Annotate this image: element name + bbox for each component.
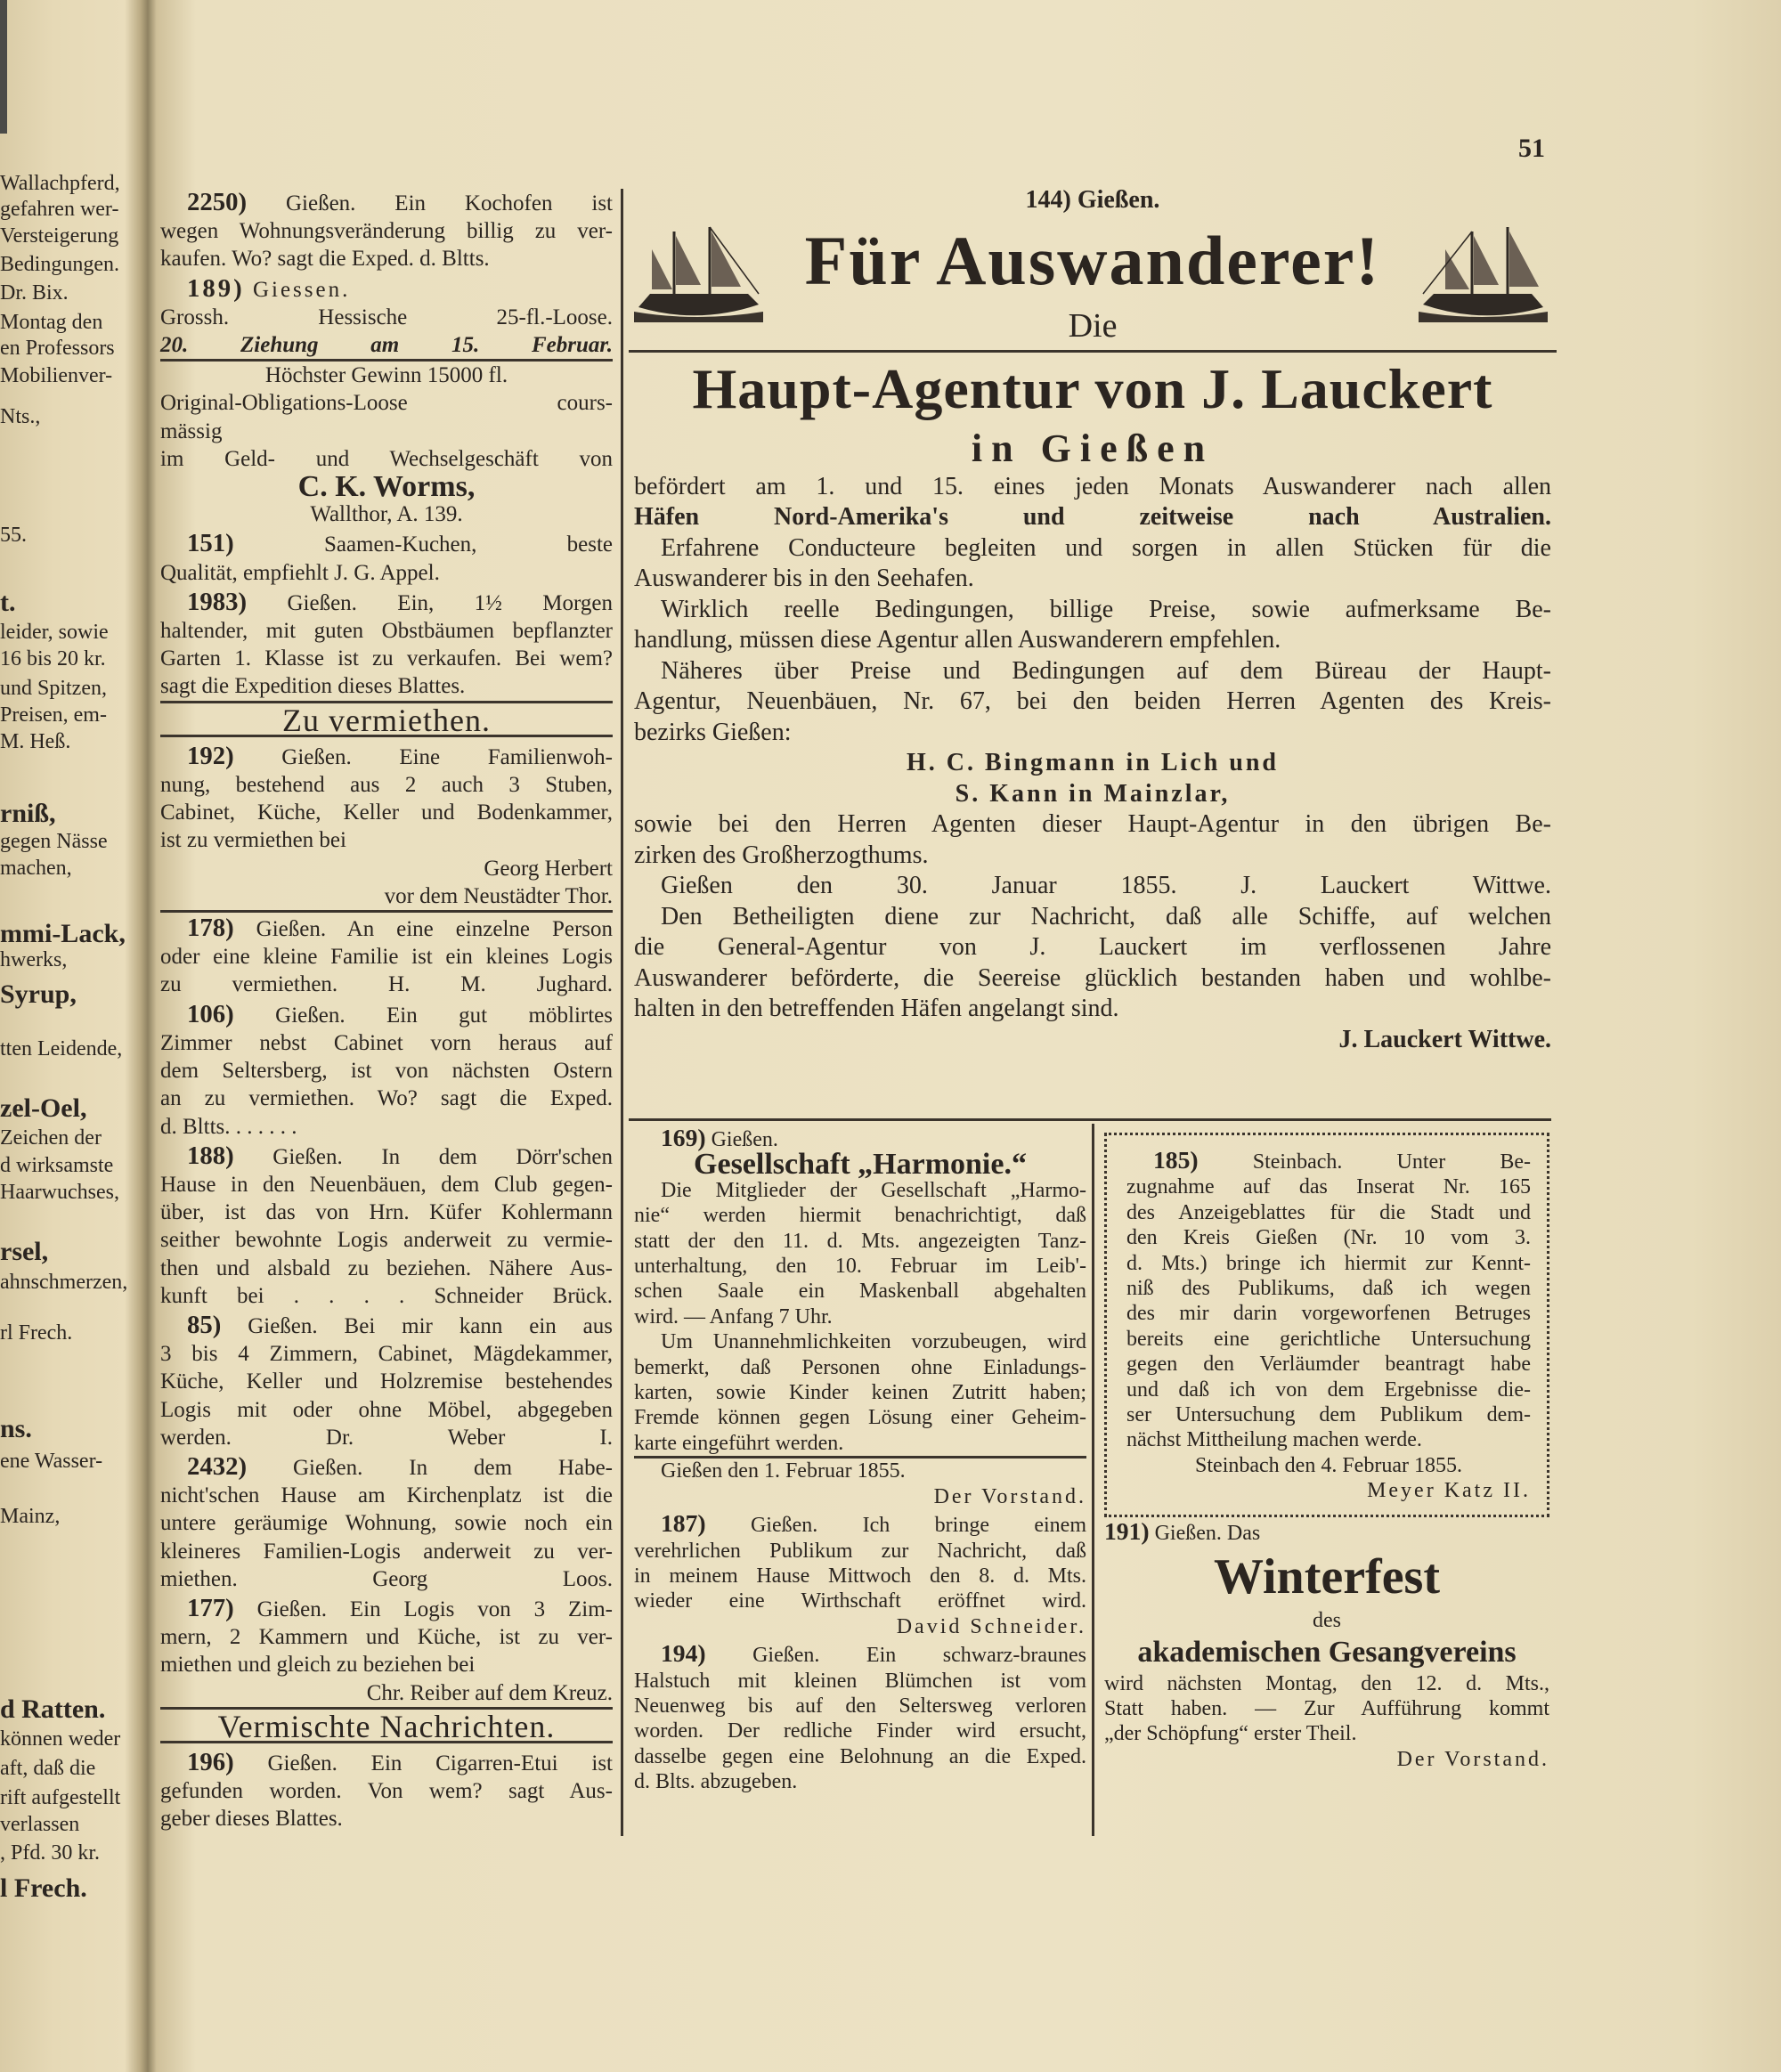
text-line: Chr. Reiber auf dem Kreuz. — [160, 1679, 613, 1710]
ad-number: 196) — [187, 1747, 234, 1776]
text-line: seither bewohnte Logis anderweit zu vermie- — [160, 1228, 613, 1253]
facing-page-line: , Pfd. 30 kr. — [0, 1841, 101, 1865]
facing-page-line: Nts., — [0, 405, 41, 428]
text-line: Logis mit oder ohne Möbel, abgegeben — [160, 1397, 613, 1422]
ad-number: 191) — [1104, 1516, 1150, 1545]
section-rule — [629, 1118, 1551, 1121]
text-line: J. Lauckert Wittwe. — [1338, 1025, 1551, 1053]
text-line: 106) Gießen. Ein gut möblirtes — [187, 999, 613, 1028]
ad-number: 188) — [187, 1141, 234, 1170]
text-line: Höchster Gewinn 15000 fl. — [264, 363, 508, 388]
advert-194 — [634, 1641, 1086, 1794]
text-line: kleineres Familien-Logis anderweit zu ver- — [160, 1539, 613, 1564]
text-line: Wallthor, A. 139. — [310, 502, 463, 527]
facing-page-line: mmi-Lack, — [0, 919, 126, 948]
text-line: karten, sowie Kinder keinen Zutritt haben; — [634, 1381, 1086, 1405]
advert-die: Die — [1068, 306, 1118, 345]
text-line: Auswanderer bis in den Seehafen. — [634, 565, 974, 592]
text-line: zugnahme auf das Inserat Nr. 165 — [1126, 1175, 1531, 1199]
agency-name: Haupt-Agentur von J. Lauckert — [692, 356, 1493, 420]
text-line: Steinbach den 4. Februar 1855. — [1195, 1453, 1462, 1477]
facing-page-line: Preisen, em- — [0, 703, 107, 727]
facing-page-line: Wallachpferd, — [0, 172, 120, 195]
text-line: Statt haben. — Zur Aufführung kommt — [1104, 1696, 1549, 1720]
facing-page-fragment — [0, 0, 134, 2072]
text-line: Gießen den 30. Januar 1855. J. Lauckert Wittwe. — [661, 872, 1551, 899]
facing-page-line: Dr. Bix. — [0, 281, 69, 305]
advert-agency-body — [634, 472, 1551, 1056]
facing-page-line: ene Wasser- — [0, 1450, 103, 1473]
text-line: Neuenweg bis auf den Seltersweg verloren — [634, 1694, 1086, 1718]
text-line: d. Bltts. . . . . . . — [160, 1114, 297, 1139]
text-line: 196) Gießen. Ein Cigarren-Etui ist — [187, 1747, 613, 1776]
text-line: über, ist das von Hrn. Küfer Kohlermann — [160, 1200, 613, 1225]
advert-1983 — [160, 589, 613, 703]
text-line: 1983) Gießen. Ein, 1½ Morgen — [187, 587, 613, 616]
facing-page-line: d wirksamste — [0, 1154, 114, 1177]
heading-vermischte-nachrichten — [160, 1708, 613, 1744]
ad-number: 151) — [187, 529, 234, 558]
text-line: haltender, mit guten Obstbäumen bepflanzter — [160, 619, 613, 644]
facing-page-line: Montag den — [0, 311, 103, 334]
ad-number: 2432) — [187, 1451, 248, 1481]
advert-169 — [634, 1125, 1086, 1509]
text-line: Meyer Katz II. — [1367, 1479, 1531, 1503]
text-line: dem Seltersberg, ist von nächsten Ostern — [160, 1059, 613, 1084]
text-line: Um Unannehmlichkeiten vorzubeugen, wird — [661, 1330, 1086, 1354]
advert-2432 — [160, 1453, 613, 1593]
advert-151 — [160, 530, 613, 586]
left-column — [160, 189, 613, 1835]
text-line: nicht'schen Hause am Kirchenplatz ist die — [160, 1483, 613, 1508]
text-line: 3 bis 4 Zimmern, Cabinet, Mägdekammer, — [160, 1342, 613, 1367]
advert-191 — [1104, 1516, 1549, 1772]
text-line: H. C. Bingmann in Lich und — [906, 749, 1280, 776]
ad-number: 178) — [187, 914, 234, 943]
text-line: Original-Obligations-Loose cours- — [160, 391, 613, 416]
facing-page-line: d Ratten. — [0, 1694, 106, 1724]
text-line: bereits eine gerichtliche Untersuchung — [1126, 1327, 1531, 1351]
text-line: Cabinet, Küche, Keller und Bodenkammer, — [160, 800, 613, 825]
text-line: halten in den betreffenden Häfen angelangt sind. — [634, 995, 1119, 1022]
text-line: zu vermiethen. H. M. Jughard. — [160, 972, 613, 997]
text-line: d. Mts.) bringe ich hiermit zur Kennt- — [1126, 1251, 1531, 1275]
facing-page-line: Versteigerung — [0, 224, 119, 248]
text-line: werden. Dr. Weber I. — [160, 1425, 613, 1450]
facing-page-line: aft, daß die — [0, 1757, 96, 1780]
text-line: Zu vermiethen. — [160, 707, 613, 737]
text-line: sowie bei den Herren Agenten dieser Haupt-Agentur in den übrigen Be- — [634, 810, 1551, 838]
text-line: Wirklich reelle Bedingungen, billige Preise, sowie aufmerksame Be- — [661, 595, 1551, 623]
ad-number: 2250) — [187, 188, 248, 216]
text-line: wird. — Anfang 7 Uhr. — [634, 1304, 833, 1329]
text-line: C. K. Worms, — [297, 470, 476, 504]
text-line: verehrlichen Publikum zur Nachricht, daß — [634, 1539, 1086, 1563]
ad-number: 192) — [187, 741, 234, 770]
text-line: Grossh. Hessische 25-fl.-Loose. — [160, 305, 613, 329]
text-line: then und alsbald zu beziehen. Nähere Aus- — [160, 1255, 613, 1280]
text-line: Die Mitglieder der Gesellschaft „Harmo- — [661, 1178, 1086, 1202]
text-line: mern, 2 Kammern und Küche, ist zu ver- — [160, 1625, 613, 1650]
text-line: Zimmer nebst Cabinet vorn heraus auf — [160, 1030, 613, 1055]
facing-page-line: rniß, — [0, 799, 56, 828]
right-lower-column — [1104, 1133, 1549, 1774]
advert-body — [634, 472, 1551, 1056]
column-divider — [621, 189, 623, 1836]
facing-page-line: ahnschmerzen, — [0, 1271, 128, 1294]
text-line: Vermischte Nachrichten. — [160, 1713, 613, 1743]
text-line: 185) Steinbach. Unter Be- — [1153, 1146, 1531, 1174]
text-line: des — [1313, 1609, 1341, 1633]
text-line: Winterfest — [1214, 1549, 1440, 1605]
ad-number: 177) — [187, 1593, 234, 1622]
text-line: Der Vorstand. — [1396, 1747, 1549, 1771]
text-line: sagt die Expedition dieses Blattes. — [160, 672, 613, 703]
text-line: wird nächsten Montag, den 12. d. Mts., — [1104, 1671, 1549, 1695]
text-line: zirken des Großherzogthums. — [634, 841, 929, 869]
text-line: untere geräumige Wohnung, sowie noch ein — [160, 1511, 613, 1536]
text-line: wieder eine Wirthschaft eröffnet wird. — [634, 1589, 1086, 1613]
text-line: Den Betheiligten diene zur Nachricht, daß alle Schiffe, auf welchen — [661, 902, 1551, 930]
text-line: bezirks Gießen: — [634, 718, 792, 746]
ad-number: 169) — [661, 1124, 706, 1151]
page-number: 51 — [1518, 134, 1545, 163]
facing-page-line: Bedingungen. — [0, 253, 119, 276]
text-line: kaufen. Wo? sagt die Exped. d. Bltts. — [160, 247, 490, 272]
text-line: niß des Publikums, daß ich wegen — [1126, 1277, 1531, 1301]
ad-number: 1983) — [187, 587, 248, 616]
text-line: miethen. Georg Loos. — [160, 1566, 613, 1591]
facing-page-line: rift aufgestellt — [0, 1786, 121, 1809]
facing-page-line: tten Leidende, — [0, 1037, 123, 1060]
text-line: an zu vermiethen. Wo? sagt die Exped. — [160, 1086, 613, 1111]
text-line: handlung, müssen diese Agentur allen Auswanderern empfehlen. — [634, 626, 1281, 654]
text-line: die General-Agentur von J. Lauckert im verflossenen Jahre — [634, 933, 1551, 961]
text-line: Auswanderer beförderte, die Seereise glücklich bestanden haben und wohlbe- — [634, 963, 1551, 992]
agency-city: in Gießen — [971, 426, 1215, 470]
facing-page-line: können weder — [0, 1727, 121, 1751]
text-line: Georg Herbert — [484, 856, 613, 881]
text-line: Halstuch mit kleinen Blümchen ist vom — [634, 1669, 1086, 1693]
text-line: 20. Ziehung am 15. Februar. — [160, 331, 613, 362]
emigration-advert — [634, 185, 1551, 1057]
text-line: 2432) Gießen. In dem Habe- — [187, 1451, 613, 1481]
advert-185 — [1104, 1133, 1549, 1517]
text-line: karte eingeführt werden. — [634, 1431, 1086, 1459]
text-line: dasselbe gegen eine Belohnung an die Exped. — [634, 1744, 1086, 1768]
ad-number: 189) — [187, 273, 245, 303]
text-line: miethen und gleich zu beziehen bei — [160, 1653, 476, 1678]
text-line: unterhaltung, den 10. Februar im Leib'- — [634, 1255, 1086, 1279]
text-line: ser Untersuchung dem Publikum dem- — [1126, 1403, 1531, 1427]
text-line: David Schneider. — [896, 1614, 1086, 1638]
text-line: geber dieses Blattes. — [160, 1807, 343, 1832]
advert-192 — [160, 743, 613, 913]
text-line: nie“ werden hiermit benachrichtigt, daß — [634, 1204, 1086, 1228]
facing-page-line: rl Frech. — [0, 1321, 73, 1345]
text-line: in meinem Hause Mittwoch den 8. d. Mts. — [634, 1564, 1086, 1588]
text-line: „der Schöpfung“ erster Theil. — [1104, 1722, 1357, 1746]
text-line: 177) Gießen. Ein Logis von 3 Zim- — [187, 1593, 613, 1622]
facing-page-line: Haarwuchses, — [0, 1181, 119, 1204]
advert-188 — [160, 1142, 613, 1310]
text-line: 85) Gießen. Bei mir kann ein aus — [187, 1310, 613, 1339]
advert-187 — [634, 1511, 1086, 1639]
ad-number: 85) — [187, 1310, 222, 1339]
text-line: 151) Saamen-Kuchen, beste — [187, 529, 613, 558]
facing-page-line: l Frech. — [0, 1873, 87, 1903]
text-line: 194) Gießen. Ein schwarz-braunes — [661, 1639, 1086, 1668]
facing-page-line: Zeichen der — [0, 1126, 102, 1150]
ad-number-heading: 144) Gießen. — [1025, 186, 1160, 214]
text-line: Der Vorstand. — [933, 1484, 1086, 1508]
text-line: 178) Gießen. An eine einzelne Person — [187, 914, 613, 943]
text-line: 189) Giessen. — [187, 273, 351, 303]
sailing-ship-icon — [634, 223, 763, 325]
advert-106 — [160, 1001, 613, 1141]
text-line: schen Saale ein Maskenball abgehalten — [634, 1280, 1086, 1304]
text-line: 187) Gießen. Ich bringe einem — [661, 1509, 1086, 1538]
text-line: wegen Wohnungsveränderung billig zu ver- — [160, 219, 613, 244]
advert-196 — [160, 1749, 613, 1833]
text-line: vor dem Neustädter Thor. — [160, 882, 613, 913]
facing-page-line: Mainz, — [0, 1505, 61, 1528]
text-line: 192) Gießen. Eine Familienwoh- — [187, 741, 613, 770]
advert-178 — [160, 914, 613, 999]
text-line: den Kreis Gießen (Nr. 10 vom 3. — [1126, 1226, 1531, 1250]
text-line: S. Kann in Mainzlar, — [955, 779, 1231, 808]
text-line: nung, bestehend aus 2 auch 3 Stuben, — [160, 773, 613, 798]
text-line: gefunden worden. Von wem? sagt Aus- — [160, 1779, 613, 1804]
text-line: befördert am 1. und 15. eines jeden Monats Auswanderer nach allen — [634, 472, 1551, 500]
ad-number: 187) — [661, 1509, 706, 1538]
facing-page-line: gefahren wer- — [0, 198, 119, 221]
facing-page-line: 16 bis 20 kr. — [0, 647, 106, 670]
text-line: Gießen den 1. Februar 1855. — [661, 1459, 906, 1483]
text-line: akademischen Gesangvereins — [1137, 1635, 1517, 1669]
text-line: 191) Gießen. Das — [1104, 1516, 1261, 1545]
advert-189 — [160, 275, 613, 529]
ad-number: 194) — [661, 1639, 706, 1668]
ad-number: 106) — [187, 999, 234, 1028]
text-line: 188) Gießen. In dem Dörr'schen — [187, 1141, 613, 1170]
text-line: Agentur, Neuenbäuen, Nr. 67, bei den beiden Herren Agenten des Kreis- — [634, 687, 1551, 715]
text-line: oder eine kleine Familie ist ein kleines Logis — [160, 945, 613, 970]
facing-page-line: und Spitzen, — [0, 677, 107, 700]
facing-page-line: t. — [0, 588, 16, 617]
text-line: nächst Mittheilung machen werde. — [1126, 1428, 1422, 1452]
text-line: 2250) Gießen. Ein Kochofen ist — [187, 188, 613, 216]
text-line: Häfen Nord-Amerika's und zeitweise nach Australien. — [634, 503, 1551, 531]
text-line: und daß ich von dem Ergebnisse die- — [1126, 1377, 1531, 1402]
column-divider — [1092, 1124, 1094, 1836]
facing-page-line: rsel, — [0, 1237, 49, 1266]
facing-page-line: Mobilienver- — [0, 364, 113, 387]
facing-page-line: Syrup, — [0, 979, 77, 1009]
text-line: ist zu vermiethen bei — [160, 828, 346, 853]
text-line: gegen den Verläumder beantragt habe — [1126, 1353, 1531, 1377]
facing-page-line: ns. — [0, 1414, 32, 1443]
facing-page-line: M. Heß. — [0, 730, 71, 753]
text-line: bemerkt, daß Personen ohne Einladungs- — [634, 1355, 1086, 1379]
sailing-ship-icon — [1419, 223, 1548, 325]
text-line: Garten 1. Klasse ist zu verkaufen. Bei wem? — [160, 646, 613, 671]
text-line: des mir darin vorgeworfenen Betruges — [1126, 1302, 1531, 1326]
facing-page-line: leider, sowie — [0, 621, 109, 644]
text-line: Näheres über Preise und Bedingungen auf dem Büreau der Haupt- — [661, 656, 1551, 685]
advert-177 — [160, 1595, 613, 1710]
advert-2250 — [160, 189, 613, 273]
middle-lower-column — [634, 1125, 1086, 1797]
facing-page-line: verlassen — [0, 1813, 80, 1836]
facing-page-line: 55. — [0, 524, 27, 547]
ad-number: 185) — [1153, 1146, 1199, 1174]
text-line: des Anzeigeblattes für die Stadt und — [1126, 1200, 1531, 1224]
text-line: Gesellschaft „Harmonie.“ — [694, 1148, 1027, 1182]
facing-page-line: en Professors — [0, 337, 115, 360]
heading-zu-vermiethen — [160, 702, 613, 738]
text-line: worden. Der redliche Finder wird ersucht, — [634, 1719, 1086, 1743]
text-line: Küche, Keller und Holzremise bestehendes — [160, 1369, 613, 1394]
facing-page-line: hwerks, — [0, 948, 68, 971]
text-line: Erfahrene Conducteure begleiten und sorgen in allen Stücken für die — [661, 533, 1551, 562]
advert-title: Für Auswanderer! — [804, 221, 1381, 299]
advert-85 — [160, 1312, 613, 1451]
text-line: Fremde können gegen Lösung einer Geheim- — [634, 1406, 1086, 1430]
text-line: d. Blts. abzugeben. — [634, 1770, 798, 1794]
facing-page-line: zel-Oel, — [0, 1093, 87, 1123]
text-line: 169) Gießen. — [661, 1124, 778, 1151]
text-line: statt der den 11. d. Mts. angezeigten Tanz- — [634, 1229, 1086, 1253]
text-line: Hause in den Neuenbäuen, dem Club gegen- — [160, 1172, 613, 1197]
text-line: kunft bei . . . . Schneider Brück. — [160, 1283, 613, 1308]
text-line: Qualität, empfiehlt J. G. Appel. — [160, 560, 440, 585]
text-line: mässig — [160, 418, 223, 443]
text-line: im Geld- und Wechselgeschäft von — [160, 446, 613, 471]
facing-page-line: gegen Nässe — [0, 830, 108, 853]
facing-page-line: machen, — [0, 857, 72, 880]
